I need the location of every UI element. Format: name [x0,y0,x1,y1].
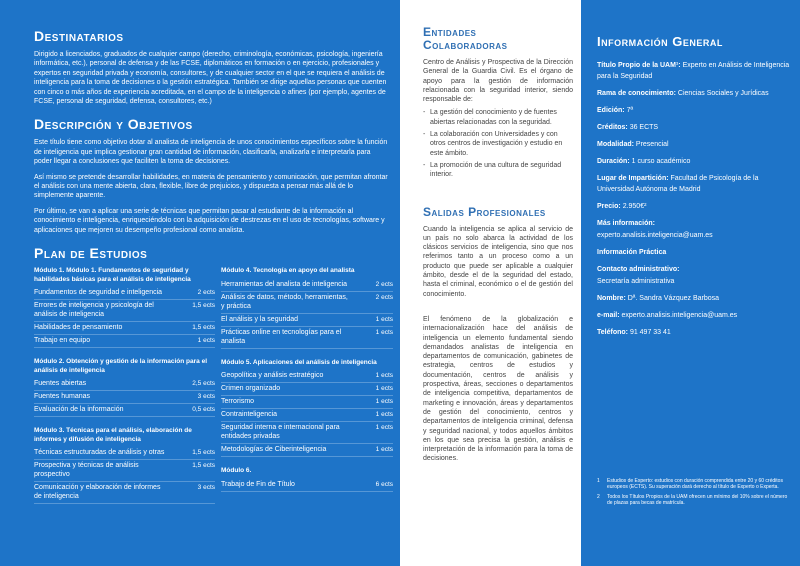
course-name: Fuentes humanas [34,393,91,401]
course-row [34,482,215,504]
course-name: Fundamentos de seguridad e inteligencia [34,289,163,297]
course-name: Metodologías de Ciberinteligencia [221,446,327,454]
info-precio: Precio: 2.950€² [597,203,647,210]
list-item: - La promoción de una cultura de seguridad interior. [423,161,573,180]
list-item: - La colaboración con Universidades y con otros centros de investigación y estudio en este ámbito. [423,130,573,158]
course-name: Trabajo de Fin de Título [221,480,295,488]
course-row [221,314,393,327]
course-credits: 1 ects [375,411,393,419]
course-row [221,327,393,349]
course-row [34,391,215,404]
course-row [34,447,215,460]
entidades-title-line1: Entidades [423,25,477,39]
course-credits: 1 ects [375,424,393,432]
entidades-intro: Centro de Análisis y Prospectiva de la Dirección General de la Guardia Civil. Es el órgano de apoyo para la gestión de información relacionada con la seguridad interior, siendo responsable de: [423,59,573,104]
course-name: Contrainteligencia [221,411,278,419]
plan-module [221,359,393,458]
destinatarios-text: Dirigido a licenciados, graduados de cualquier campo (derecho, criminología, económicas, psicología, ingeniería informática, etc.), personal de defensa y de las FCSE, diplomáticos en formación o en ejercicio, profesionales y expertos en seguridad privada y economía, consultores, y de cualquier sector en el que se requiera el análisis de inteligencia para la toma de decisiones o la gestión estratégica. También se dirige aquellas personas que cuenten con cinco o más años de experiencia acreditada, en el campo de la inteligencia o afines (por ejemplo, agentes de FCSE, personal de seguridad, defensa, consultores, etc.) [34,51,387,106]
course-name: El análisis y la seguridad [221,315,299,323]
plan-module [34,358,215,417]
info-mas-email-link[interactable]: experto.analisis.inteligencia@uam.es [597,232,713,239]
plan-module [34,267,215,348]
footnote-1: 1 Estudios de Experto: estudios con duración comprendida entre 20 y 60 créditos europeos (ECTS). Su superación dará derecho al título de Experto o Experta. [597,478,783,491]
footnote-2: 2 Todos los Títulos Propios de la UAM ofrecen un mínimo del 10% sobre el número de plazas para becas de matrícula. [597,493,788,507]
course-credits: 6 ects [375,480,393,488]
course-row [34,287,215,300]
right-panel [581,0,800,566]
course-credits: 1 ects [375,315,393,323]
info-general-title: Información General [597,34,723,49]
course-row [34,322,215,335]
descripcion-p3: Por último, se van a aplicar una serie de técnicas que permitan pasar al estudiante de la información al conocimiento e inteligencia, enriqueciéndolo con la adquisición de destrezas en el uso de tecnologías, software y aplicaciones que mejoren su desempeño profesional como analista. [34,207,385,234]
info-telefono: Teléfono: 91 497 33 41 [597,329,671,336]
info-practica-label: Información Práctica [597,249,667,256]
course-row [34,300,215,322]
destinatarios-title: Destinatarios [34,28,124,44]
info-email[interactable]: e-mail: experto.analisis.inteligencia@uam.es [597,312,738,319]
entidades-title-line2: Colaboradoras [423,38,508,52]
course-name: Técnicas estructuradas de análisis y otras [34,449,165,457]
info-nombre: Nombre: Dª. Sandra Vázquez Barbosa [597,295,720,302]
info-edicion: Edición: 7ª [597,107,634,114]
course-row [221,292,393,314]
middle-panel [400,0,581,566]
course-name: Seguridad interna e internacional para entidades privadas [221,424,340,441]
course-credits: 2,5 ects [192,380,215,388]
course-name: Fuentes abiertas [34,380,87,388]
plan-title: Plan de Estudios [34,245,148,262]
descripcion-p2: Así mismo se pretende desarrollar habilidades, en materia de pensamiento y comunicación, que permitan afrontar el análisis con una mente abierta, clara, flexible, libre de prejuicios, y dispuesta a pensar más allá de lo simplemente aparente. [34,173,388,200]
course-credits: 1,5 ects [192,449,215,457]
course-name: Crimen organizado [221,385,281,393]
course-credits: 1 ects [375,372,393,380]
course-name: Errores de inteligencia y psicología del análisis de inteligencia [34,302,154,319]
info-creditos: Créditos: 36 ECTS [597,124,659,131]
course-credits: 1,5 ects [192,302,215,310]
course-credits: 3 ects [197,484,215,492]
module-title: Módulo 6. [221,467,252,475]
course-name: Geopolítica y análisis estratégico [221,372,324,380]
course-credits: 2 ects [197,289,215,297]
course-name: Trabajo en equipo [34,337,91,345]
course-name: Prospectiva y técnicas de análisis prospectivo [34,462,139,479]
course-credits: 2 ects [375,280,393,288]
course-name: Herramientas del analista de inteligencia [221,280,348,288]
salidas-p1: Cuando la inteligencia se aplica al servicio de un país no solo abarca la actividad de los clásicos servicios de inteligencia, sino que nos referimos tanto a un proceso como a un producto que puede ser aplicable a cualquier ámbito, desde el de la seguridad del estado, hasta el criminal, económico o el de gestión del conocimiento. [423,225,573,298]
course-credits: 1,5 ects [192,462,215,470]
course-credits: 1 ects [375,385,393,393]
module-title: Módulo 4. Tecnología en apoyo del analista [221,267,355,275]
course-name: Prácticas online en tecnologías para el analista [221,328,342,345]
course-credits: 1 ects [197,337,215,345]
info-lugar: Lugar de Impartición: Facultad de Psicología de la Universidad Autónoma de Madrid [597,175,759,193]
course-credits: 2 ects [375,293,393,301]
plan-column-2 [221,267,393,514]
course-name: Comunicación y elaboración de informes de inteligencia [34,484,161,501]
course-name: Análisis de datos, método, herramientas, y práctica [221,293,348,310]
plan-grid [34,267,393,514]
module-title: Módulo 2. Obtención y gestión de la información para el análisis de inteligencia [34,358,207,374]
course-row [221,370,393,383]
salidas-p2: El fenómeno de la globalización e internacionalización hace del análisis de inteligencia un elemento fundamental siendo demandados analistas de inteligencia en departamentos de comunicación, gabinetes de estrategia, centros de estudios y documentación, centros de análisis y prospectiva, áreas, secciones o departamentos de inteligencia competitiva, departamentos de marketing e innovación, áreas y departamentos de gestión del conocimiento, centros y departamentos de inteligencia criminal, defensa y seguridad nacional, y todos aquellos ámbitos en los que sea precisa la gestión, análisis e interpretación de la información para la toma de decisiones. [423,315,573,463]
course-row [34,404,215,417]
course-row [34,460,215,482]
plan-column-1 [34,267,215,514]
course-name: Terrorismo [221,398,255,406]
info-mas-label: Más información: [597,220,655,227]
info-contacto-label: Contacto administrativo: [597,266,680,273]
info-modalidad: Modalidad: Presencial [597,141,669,148]
module-title: Módulo 3. Técnicas para el análisis, elaboración de informes y difusión de inteligencia [34,427,192,443]
course-row [221,396,393,409]
entidades-title [423,26,573,52]
course-row [34,335,215,348]
descripcion-p1: Este título tiene como objetivo dotar al analista de inteligencia de unos conocimientos específicos sobre la función de inteligencia que implica gestionar gran cantidad de información, clasificarla, analizarla e interpretarla para poder llegar a conclusiones que faciliten la toma de decisiones. [34,139,388,166]
course-credits: 1 ects [375,398,393,406]
info-rama: Rama de conocimiento: Ciencias Sociales y Jurídicas [597,90,769,97]
salidas-title: Salidas Profesionales [423,204,546,219]
course-row [34,378,215,391]
entidades-list [423,108,573,179]
descripcion-title: Descripción y Objetivos [34,116,193,133]
plan-module [34,427,215,504]
plan-module [221,467,393,492]
course-row [221,444,393,457]
course-name: Habilidades de pensamiento [34,324,123,332]
course-row [221,409,393,422]
info-titulo: Título Propio de la UAM¹: Experto en Análisis de Inteligencia para la Seguridad [597,62,790,80]
course-credits: 0,5 ects [192,406,215,414]
module-title: Módulo 1. Módulo 1. Fundamentos de seguridad y habilidades básicas para el análisis de inteligencia [34,267,191,283]
course-row [221,422,393,444]
course-row [221,479,393,492]
footnotes [597,478,793,510]
course-credits: 1 ects [375,328,393,336]
module-title: Módulo 5. Aplicaciones del análisis de inteligencia [221,358,377,366]
info-contacto-value: Secretaría administrativa [597,278,675,285]
course-credits: 3 ects [197,393,215,401]
course-row [221,279,393,292]
course-name: Evaluación de la información [34,406,124,414]
course-credits: 1 ects [375,446,393,454]
course-row [221,383,393,396]
plan-module [221,267,393,349]
info-duracion: Duración: 1 curso académico [597,158,691,165]
course-credits: 1,5 ects [192,324,215,332]
list-item: - La gestión del conocimiento y de fuentes abiertas relacionadas con la seguridad. [423,108,573,127]
